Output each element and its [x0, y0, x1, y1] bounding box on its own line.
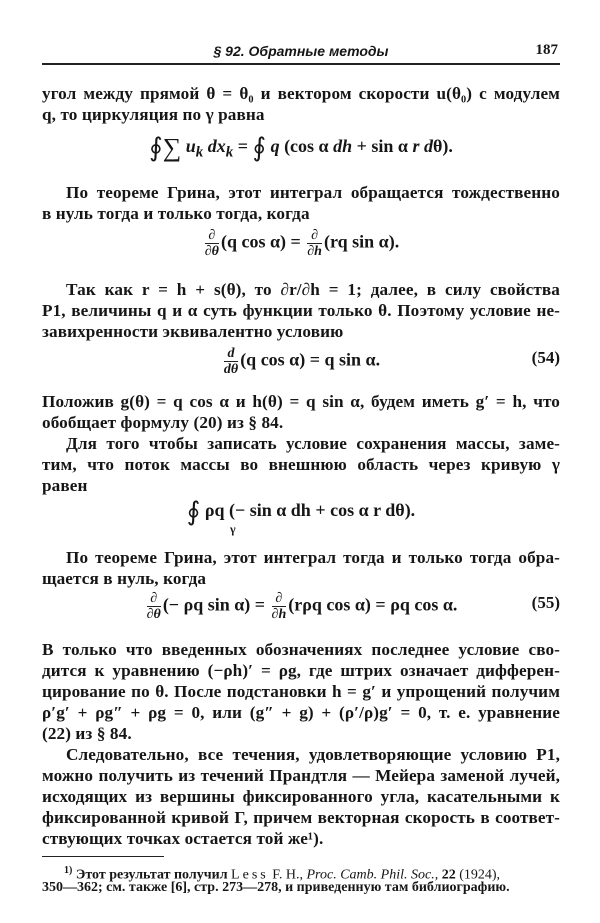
equation-number: (55) [531, 593, 560, 612]
text-line: обобщает формулу (20) из § 84. [42, 413, 284, 432]
footnote-line-1: $^{1)}$ Этот результат получил Less F. H., Proc. Camb. Phil. Soc., 22 (1924), [64, 865, 501, 883]
text-line: ствующих точках остается той же¹). [42, 829, 324, 848]
text-line: P1, величины q и α суть функции только θ. Поэтому условие не- [42, 301, 560, 320]
text-line: исходящих из вершины фиксированного угла, касательными к [42, 787, 560, 806]
text-line: фиксированной кривой Г, причем векторная скорость в соответ- [42, 808, 560, 827]
footnote-line-2: 350—362; см. также [6], стр. 273—278, и приведенную там библиографию. [42, 880, 510, 895]
equation-54: $\frac{d}{d\theta}$ (q cos α) = q sin α. (54) [223, 346, 560, 377]
contour-integral-icon: ∮ [252, 133, 267, 162]
text-line: равен [42, 476, 88, 495]
contour-integral-icon: ∮ [149, 133, 163, 162]
equation-mass-flux: ∮ ρq (− sin α dh + cos α r dθ). [186, 497, 416, 526]
journal-name: Proc. Camb. Phil. Soc., [306, 867, 439, 883]
text-line: ρ′g′ + ρg″ + ρg = 0, или (g″ + g) + (ρ′/ρ)g′ = 0, т. е. уравнение [42, 703, 560, 722]
equation-number: (54) [531, 348, 560, 367]
text-line: угол между прямой θ = θ₀ и вектором скорости u(θ₀) с модулем [42, 84, 560, 103]
text-line: Следовательно, все течения, удовлетворяющие условию P1, [66, 745, 560, 764]
eq-lhs: $u_k$ $dx_k$ [185, 136, 234, 161]
text-line: дится к уравнению (−ρh)′ = ρg, где штрих означает дифферен- [42, 661, 560, 680]
page-number: 187 [535, 42, 558, 58]
footnote-marker: 1) [64, 865, 73, 876]
footnote-rule [42, 856, 164, 857]
running-header [42, 40, 560, 60]
equation-green-1: $\frac{\partial}{\partial\theta}$ (q cos α) = $\frac{\partial}{\partial h}$ (rq sin α). [204, 228, 400, 259]
text-line: в нуль тогда и только тогда, когда [42, 204, 310, 223]
text-line: (22) из § 84. [42, 724, 132, 743]
integral-subscript: γ [230, 522, 236, 536]
text-line: По теореме Грина, этот интеграл тогда и только тогда обра- [66, 548, 560, 567]
header-rule [42, 63, 560, 65]
text-line: Так как r = h + s(θ), то ∂r/∂h = 1; далее, в силу свойства [66, 280, 560, 299]
text-line: По теореме Грина, этот интеграл обращается тождественно [66, 183, 560, 202]
author-name: Less [231, 867, 269, 883]
text-line: q, то циркуляция по γ равна [42, 105, 265, 124]
text-line: тим, что поток массы во внешнюю область через кривую γ [42, 455, 560, 474]
text-line: В только что введенных обозначениях последнее условие сво- [42, 640, 560, 659]
equation-circulation: ∮∑ $u_k$ $dx_k$ = ∮ q (cos α dh + sin α r dθ). [149, 133, 453, 162]
text-line: Для того чтобы записать условие сохранения массы, заме- [66, 434, 560, 453]
text-line: щается в нуль, когда [42, 569, 207, 588]
text-line: можно получить из течений Прандтля — Мейера заменой лучей, [42, 766, 560, 785]
contour-integral-icon: ∮ [186, 497, 201, 526]
sum-icon: ∑ [162, 133, 182, 162]
text-line: завихренности эквивалентно условию [42, 322, 344, 341]
running-title: § 92. Обратные методы [213, 43, 389, 59]
equation-55: $\frac{\partial}{\partial\theta}$ (− ρq sin α) = $\frac{\partial}{\partial h}$ (rρq cos α) = ρq cos α. (55) [146, 591, 560, 622]
text-line: цирование по θ. После подстановки h = g′ и упрощений получим [42, 682, 560, 701]
text-line: Положив g(θ) = q cos α и h(θ) = q sin α, будем иметь g′ = h, что [42, 392, 560, 411]
